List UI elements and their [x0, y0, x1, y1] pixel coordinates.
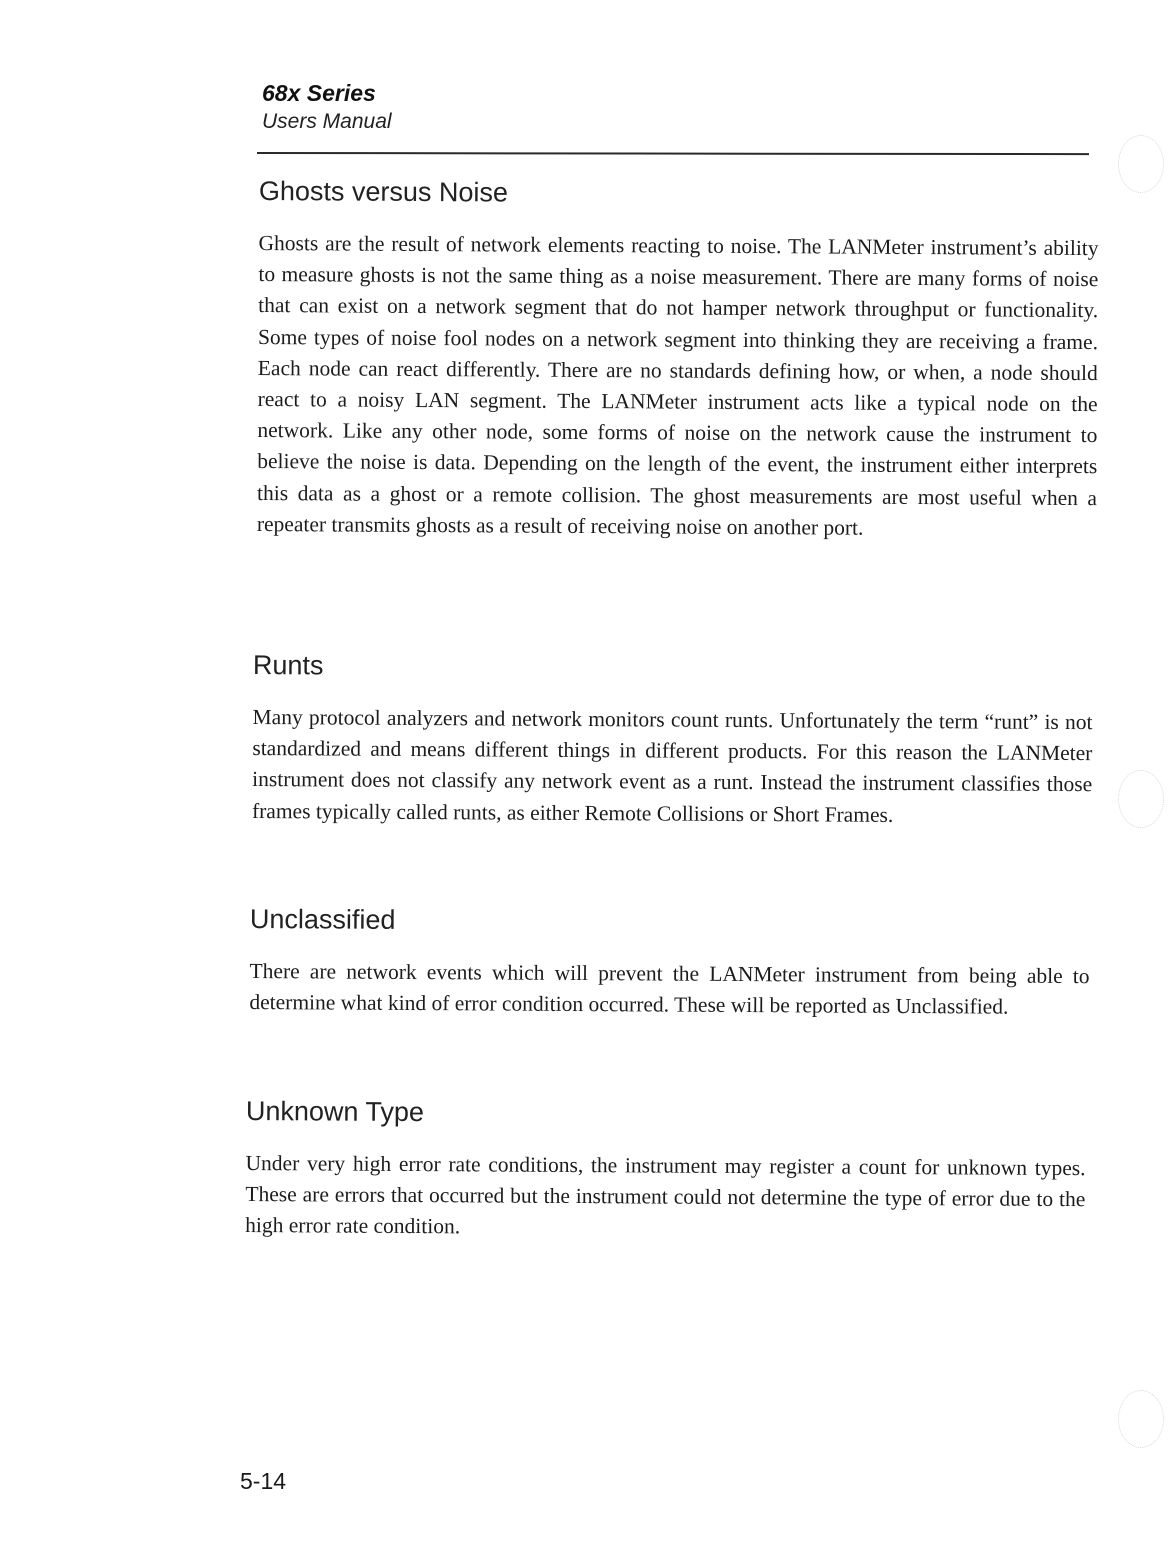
punch-hole-mark: [1118, 770, 1164, 828]
section-body: Many protocol analyzers and network monitors count runts. Unfortunately the term “runt” is not standardized and means different things in different products. For this reason the LANMeter instrument does not classify any network event as a runt. Instead the instrument classifies those frames typically called runts, as either Remote Collisions or Short Frames.: [251, 704, 1093, 827]
series-title: 68x Series: [262, 80, 376, 106]
manual-title: Users Manual: [262, 110, 392, 133]
page-number: 5-14: [240, 1468, 287, 1494]
section-heading: Ghosts versus Noise: [258, 175, 509, 208]
header-divider: [257, 152, 1089, 155]
section-heading: Unknown Type: [245, 1096, 425, 1128]
section-unclassified: [249, 902, 1090, 1024]
punch-hole-mark: [1118, 1390, 1164, 1448]
section-body: There are network events which will prevent the LANMeter instrument from being able to determine what kind of error condition occurred. These will be reported as Unclassified.: [249, 958, 1090, 1019]
section-heading: Runts: [252, 649, 324, 681]
section-runts: [252, 648, 1093, 832]
section-unknown-type: [245, 1094, 1086, 1247]
section-ghosts-versus-noise: [257, 174, 1099, 545]
page-header: [262, 78, 392, 136]
punch-hole-mark: [1118, 135, 1164, 193]
section-body: Under very high error rate conditions, the instrument may register a count for unknown types. These are errors that occurred but the instrument could not determine the type of error due to the high error rate condition.: [245, 1150, 1086, 1239]
section-body: Ghosts are the result of network elements reacting to noise. The LANMeter instrument’s ability to measure ghosts is not the same thing as a noise measurement. There are many forms of noise that can exist on a network segment that do not hamper network throughput or functionality. Some types of noise fool nodes on a network segment into thinking they are receiving a frame. Each node can react differently. There are no standards defining how, or when, a node should react to a noisy LAN segment. The LANMeter instrument acts like a typical node on the network. Like any other node, some forms of noise on the network cause the instrument to believe the noise is data. Depending on the length of the event, the instrument either interprets this data as a ghost or a remote collision. The ghost measurements are most useful when a repeater transmits ghosts as a result of receiving noise on another port.: [256, 230, 1099, 540]
section-heading: Unclassified: [249, 903, 396, 935]
